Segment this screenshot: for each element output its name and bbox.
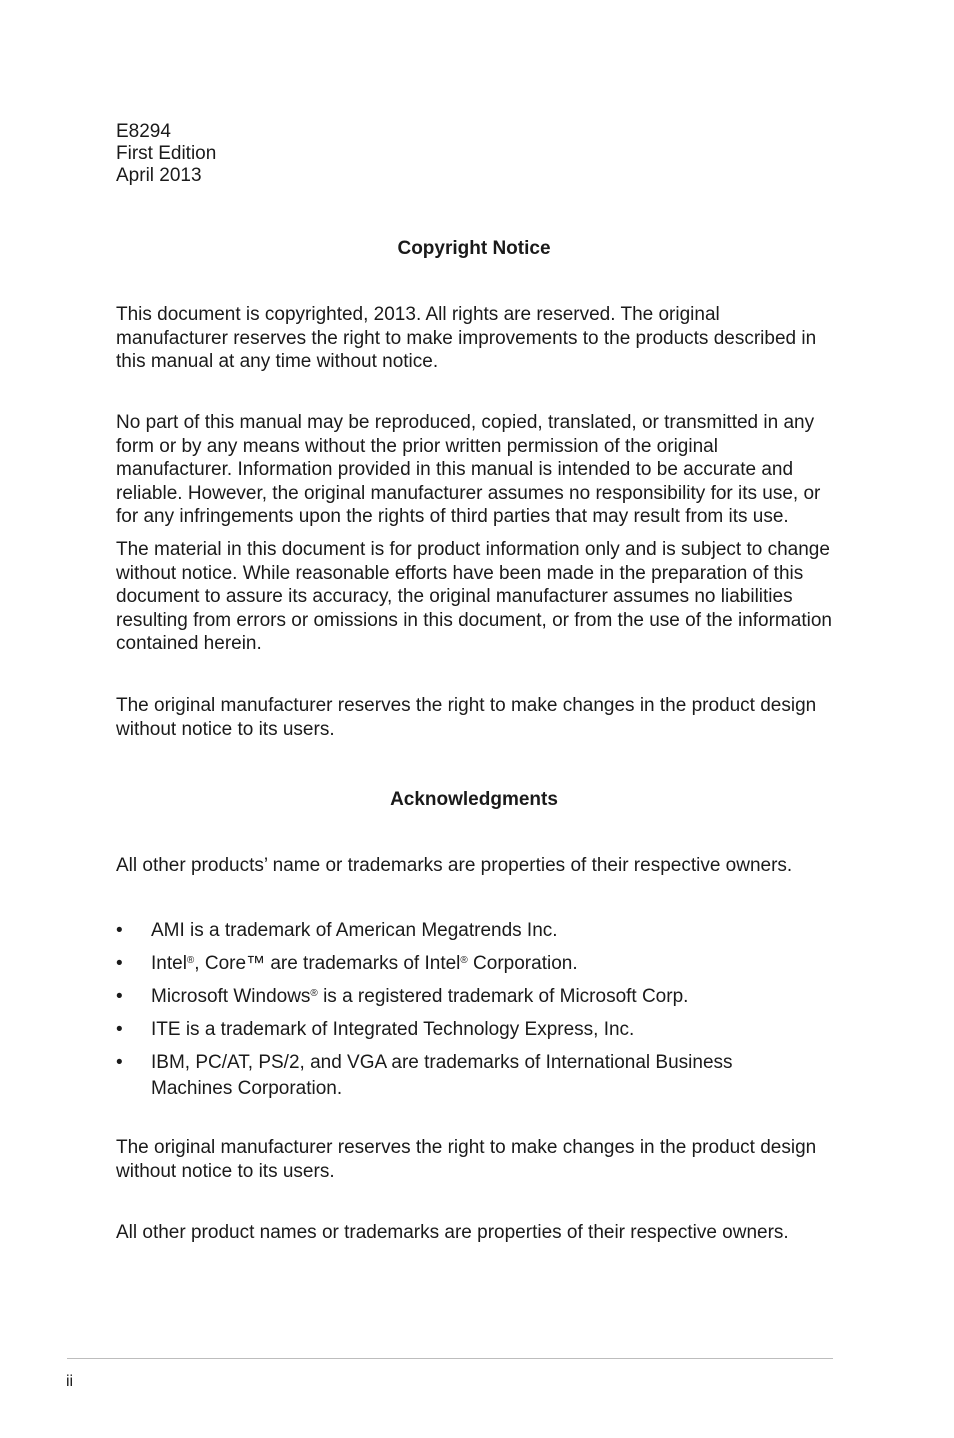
registered-mark: ® xyxy=(186,954,195,966)
trademark-intel-part-3: Corporation. xyxy=(467,953,578,974)
trademark-intel-part-2: , Core™ are trademarks of Intel xyxy=(194,953,461,974)
list-item xyxy=(116,984,836,1010)
acknowledgments-changes-paragraph: The original manufacturer reserves the right to make changes in the product design without notice to its users. xyxy=(116,1137,817,1182)
edition-date: April 2013 xyxy=(116,165,202,186)
trademark-list xyxy=(116,918,836,1109)
bullet-marker: • xyxy=(116,1052,123,1073)
bullet-marker: • xyxy=(116,1019,123,1040)
trademark-microsoft xyxy=(151,984,836,1010)
page-number: ii xyxy=(66,1373,74,1390)
registered-mark: ® xyxy=(460,954,468,966)
manual-code: E8294 xyxy=(116,121,171,142)
trademark-ite: ITE is a trademark of Integrated Technology Express, Inc. xyxy=(151,1019,635,1040)
trademark-intel-part-1: Intel xyxy=(151,953,187,974)
edition-label: First Edition xyxy=(116,143,217,164)
copyright-paragraph-3: The material in this document is for product information only and is subject to change without notice. While reasonable efforts have been made in the preparation of this document to assure its accuracy, the original manufacturer assumes no liabilities resulting from errors or omissions in this document, or from the use of the information contained herein. xyxy=(116,539,832,655)
footer-rule xyxy=(67,1358,833,1359)
list-item xyxy=(116,918,836,944)
copyright-heading: Copyright Notice xyxy=(397,238,551,259)
acknowledgments-intro: All other products’ name or trademarks are properties of their respective owners. xyxy=(116,855,793,876)
bullet-marker: • xyxy=(116,953,123,974)
trademark-microsoft-part-2: is a registered trademark of Microsoft Corp. xyxy=(317,986,689,1007)
trademark-ami: AMI is a trademark of American Megatrends Inc. xyxy=(151,920,558,941)
bullet-marker: • xyxy=(116,986,123,1007)
list-item xyxy=(116,1017,836,1043)
copyright-paragraph-1: This document is copyrighted, 2013. All rights are reserved. The original manufacturer reserves the right to make improvements to the products described in this manual at any time without notice. xyxy=(116,304,817,373)
trademark-ibm: IBM, PC/AT, PS/2, and VGA are trademarks of International Business Machines Corporation. xyxy=(151,1052,733,1099)
list-item xyxy=(116,951,836,977)
edition-block xyxy=(116,121,216,187)
trademark-microsoft-part-1: Microsoft Windows xyxy=(151,986,311,1007)
list-item xyxy=(116,1050,791,1102)
copyright-paragraph-2: No part of this manual may be reproduced, copied, translated, or transmitted in any form or by any means without the prior written permission of the original manufacturer. Information provided in this manual is intended to be accurate and reliable. However, the original manufacturer assumes no responsibility for its use, or for any infringements upon the rights of third parties that may result from its use. xyxy=(116,412,821,528)
copyright-paragraph-4: The original manufacturer reserves the right to make changes in the product design without notice to its users. xyxy=(116,695,817,740)
acknowledgments-owners-paragraph: All other product names or trademarks are properties of their respective owners. xyxy=(116,1222,789,1243)
registered-mark: ® xyxy=(310,987,318,999)
acknowledgments-heading: Acknowledgments xyxy=(390,789,558,810)
trademark-intel xyxy=(151,951,836,977)
bullet-marker: • xyxy=(116,920,123,941)
